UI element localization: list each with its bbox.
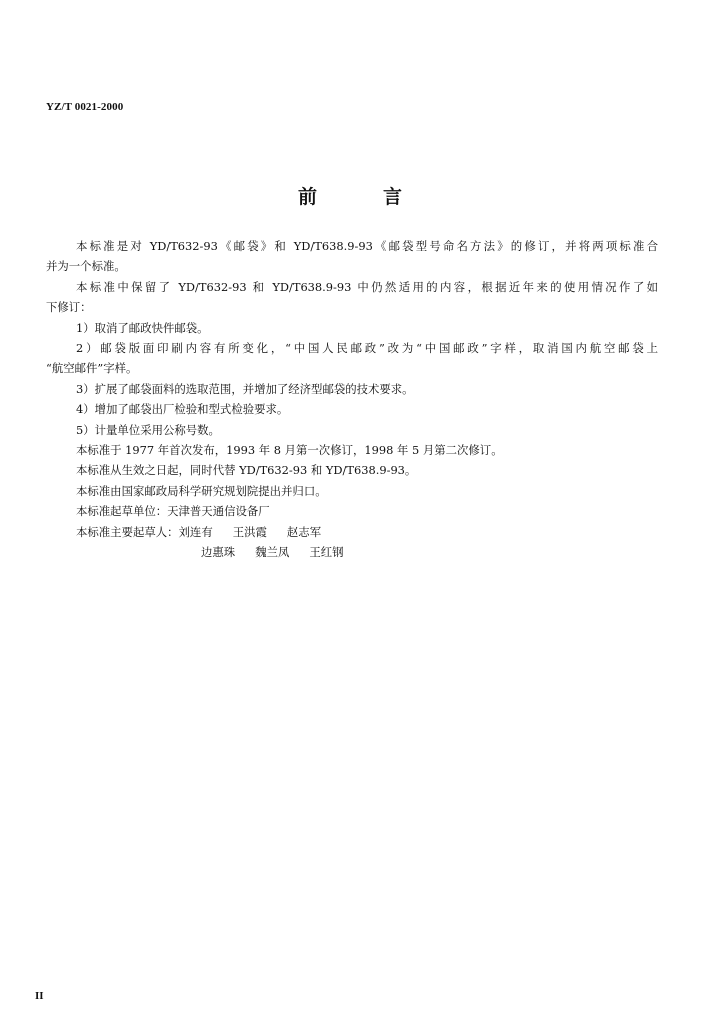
page-title (0, 182, 702, 209)
paragraph-revision-line1: 本标准是对 YD/T632-93《邮袋》和 YD/T638.9-93《邮袋型号命名方法》的修订，并将两项标准合 (76, 239, 658, 253)
foreword-body (46, 236, 658, 563)
list-item-4: 4）增加了邮袋出厂检验和型式检验要求。 (76, 402, 289, 417)
title-char-left: 前 (297, 186, 319, 208)
drafter-name: 王洪霞 (232, 524, 267, 539)
paragraph-proposer: 本标准由国家邮政局科学研究规划院提出并归口。 (76, 483, 327, 498)
paragraph-revision-line2: 并为一个标准。 (46, 259, 126, 274)
drafter-name: 刘连有 (178, 524, 213, 539)
list-item-2-line1: 2）邮袋版面印刷内容有所变化，“中国人民邮政”改为“中国邮政”字样，取消国内航空邮袋上 (76, 341, 658, 356)
list-item-1: 1）取消了邮政快件邮袋。 (76, 320, 209, 335)
list-item-5: 5）计量单位采用公称号数。 (76, 422, 220, 437)
drafter-name: 魏兰凤 (255, 545, 290, 560)
paragraph-history: 本标准于 1977 年首次发布，1993 年 8 月第一次修订，1998 年 5 月第二次修订。 (76, 443, 503, 458)
paragraph-retained-line1: 本标准中保留了 YD/T632-93 和 YD/T638.9-93 中仍然适用的内容，根据近年来的使用情况作了如 (76, 279, 658, 294)
list-item-3: 3）扩展了邮袋面料的选取范围，并增加了经济型邮袋的技术要求。 (76, 381, 414, 396)
standard-code: YZ/T 0021-2000 (46, 101, 124, 113)
drafter-name: 边惠珠 (201, 545, 236, 560)
paragraph-retained-line2: 下修订： (46, 300, 92, 315)
list-item-2-line2: “航空邮件”字样。 (46, 361, 138, 376)
paragraph-drafting-unit: 本标准起草单位：天津普天通信设备厂 (76, 504, 270, 519)
drafters-row-2 (46, 542, 658, 562)
page-number: II (35, 990, 44, 1002)
title-char-right: 言 (383, 186, 405, 208)
drafter-name: 王红钢 (309, 545, 344, 560)
paragraph-effective: 本标准从生效之日起，同时代替 YD/T632-93 和 YD/T638.9-93。 (76, 463, 417, 478)
drafter-name: 赵志军 (286, 524, 322, 539)
drafters-label: 本标准主要起草人： (76, 524, 179, 539)
paragraph-drafters (46, 522, 658, 542)
